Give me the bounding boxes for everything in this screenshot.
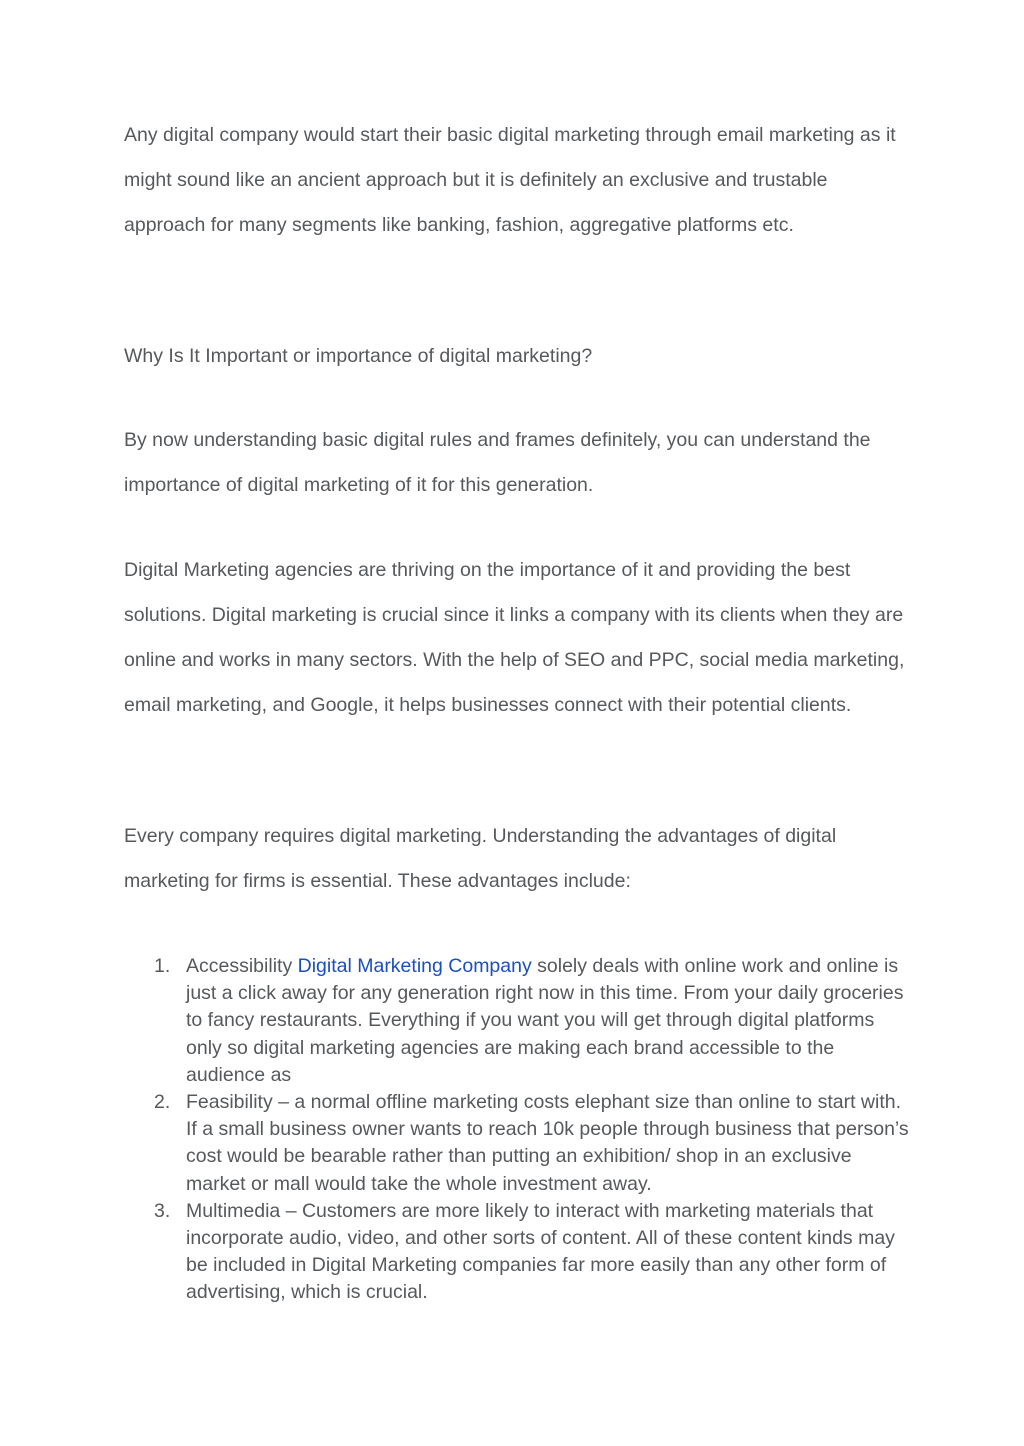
list-item-accessibility bbox=[124, 953, 914, 1089]
section-heading: Why Is It Important or importance of digital marketing? bbox=[124, 345, 593, 367]
list-number: 1. bbox=[154, 955, 171, 977]
list-item-text: Multimedia – Customers are more likely to interact with marketing materials that incorporate audio, video, and other sorts of content. All of these content kinds may be included in Digital Marketing companies far more easily than any other form of advertising, which is crucial. bbox=[186, 1199, 895, 1304]
advantages-paragraph: Every company requires digital marketing. Understanding the advantages of digital marketing for firms is essential. These advantages include: bbox=[124, 825, 837, 892]
list-item-multimedia bbox=[124, 1198, 914, 1307]
list-item-feasibility bbox=[124, 1089, 914, 1198]
digital-marketing-company-link[interactable]: Digital Marketing Company bbox=[297, 955, 532, 977]
agencies-paragraph: Digital Marketing agencies are thriving on the importance of it and providing the best solutions. Digital marketing is crucial since it links a company with its clients when they are online and works in many sectors. With the help of SEO and PPC, social media marketing, email marketing, and Google, it helps businesses connect with their potential clients. bbox=[124, 559, 905, 716]
understanding-paragraph: By now understanding basic digital rules and frames definitely, you can understand the importance of digital marketing of it for this generation. bbox=[124, 429, 871, 496]
advantages-list bbox=[124, 953, 914, 1307]
list-number: 2. bbox=[154, 1091, 171, 1114]
list-number: 3. bbox=[154, 1199, 171, 1222]
list-item-text: Feasibility – a normal offline marketing costs elephant size than online to start with. If a small business owner wants to reach 10k people through business that person’s cost would be bearable rather than putting an exhibition/ shop in an exclusive market or mall would take the whole investment away. bbox=[186, 1091, 909, 1195]
intro-paragraph: Any digital company would start their basic digital marketing through email marketing as it might sound like an ancient approach but it is definitely an exclusive and trustable approach for many segments like banking, fashion, aggregative platforms etc. bbox=[124, 124, 896, 236]
list-item-lead: Accessibility bbox=[186, 955, 298, 977]
list-item-text: solely deals with online work and online is just a click away for any generation right now in this time. From your daily groceries to fancy restaurants. Everything if you want you will get through digital platforms only so digital marketing agencies are making each brand accessible to the audience as bbox=[186, 955, 904, 1086]
